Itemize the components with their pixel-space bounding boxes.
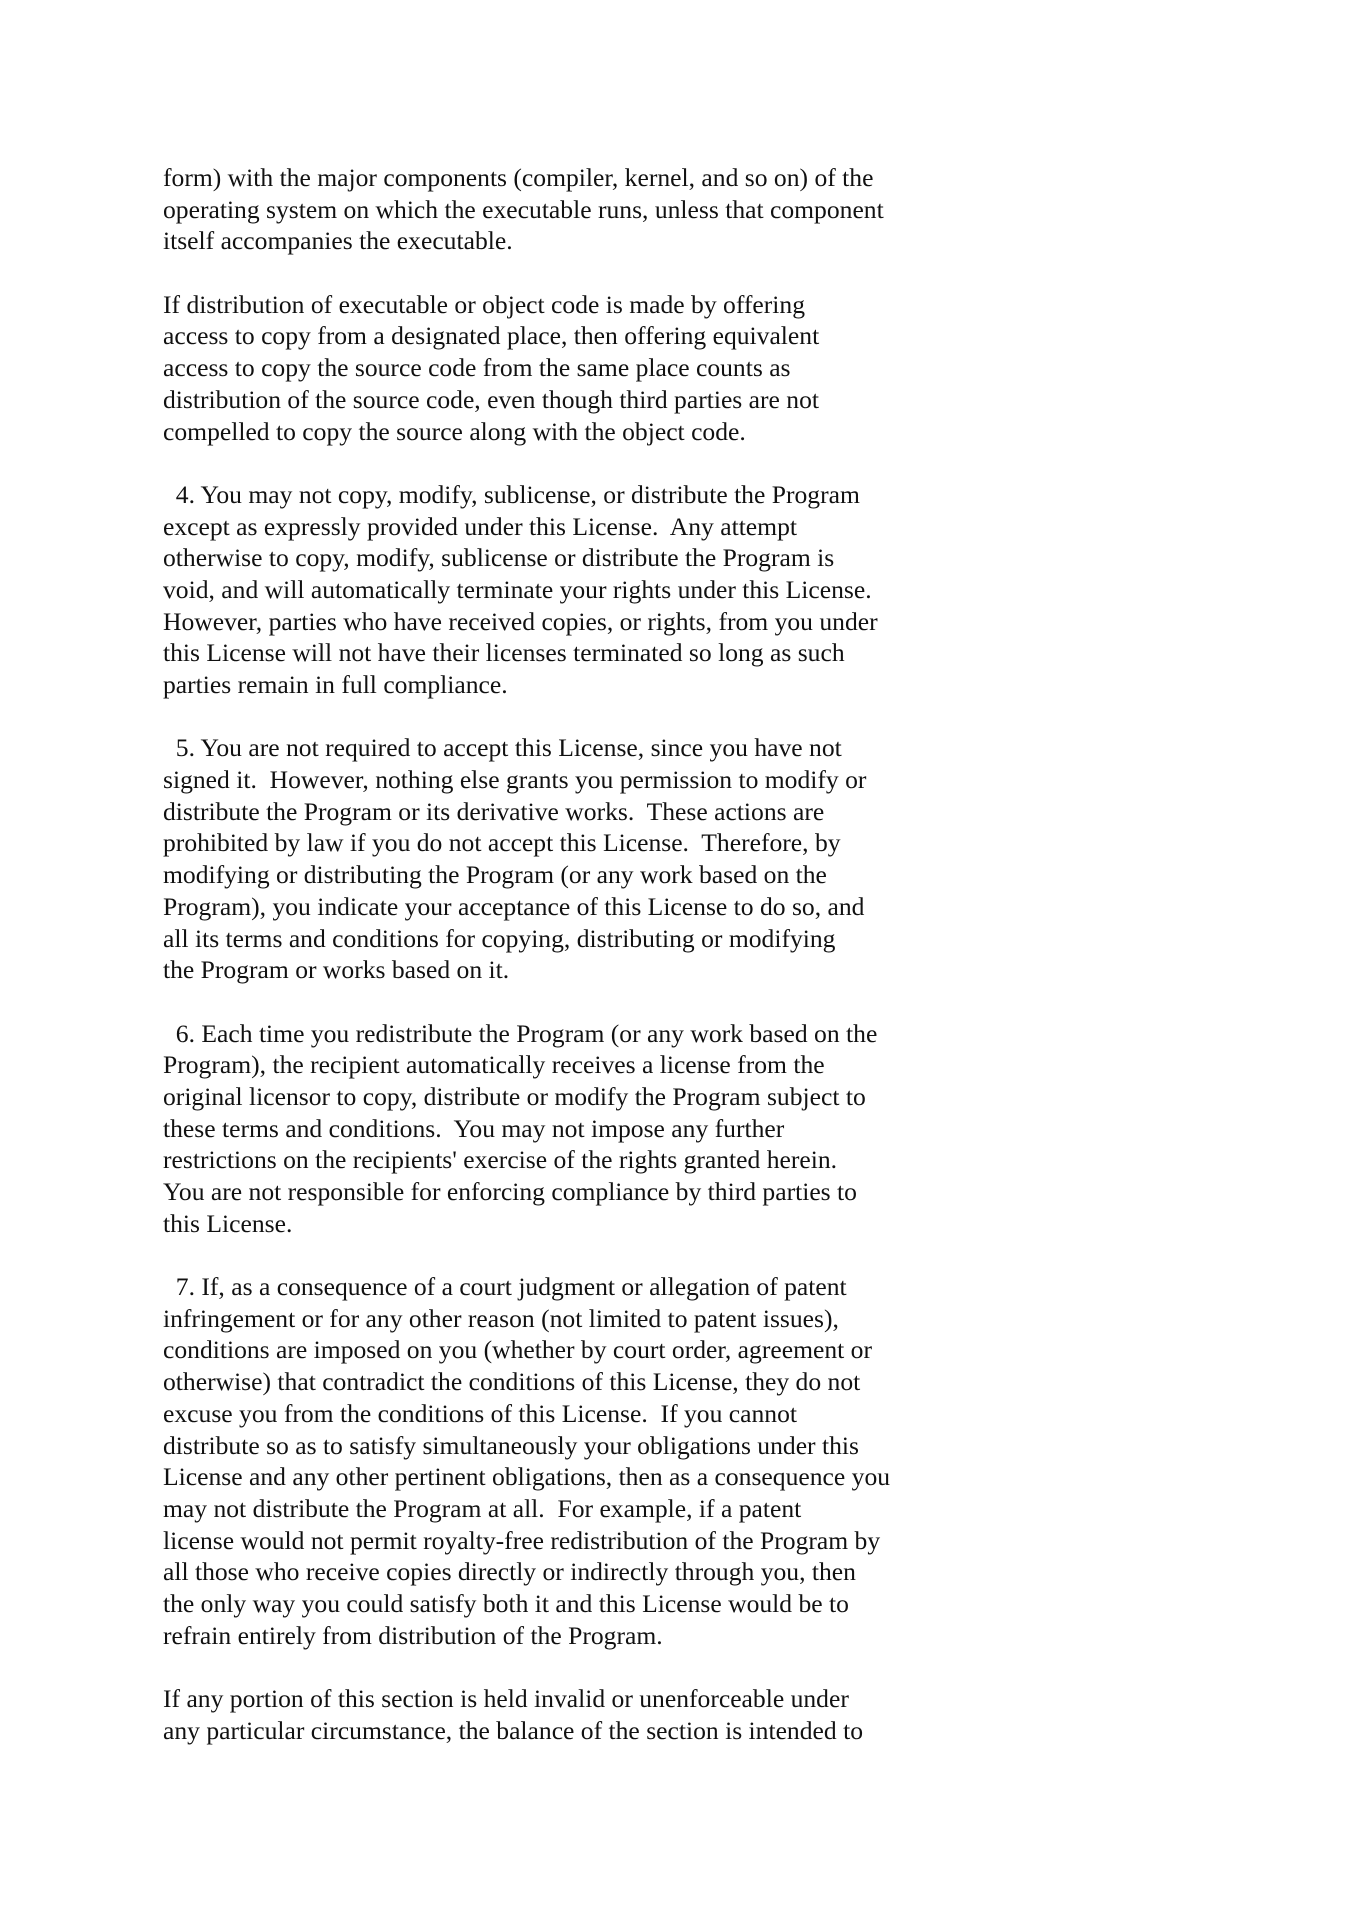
text-line: itself accompanies the executable. (163, 226, 513, 256)
text-line: the Program or works based on it. (163, 955, 510, 985)
text-line: prohibited by law if you do not accept this License. Therefore, by (163, 828, 841, 858)
text-line: excuse you from the conditions of this License. If you cannot (163, 1398, 797, 1428)
text-line: compelled to copy the source along with the object code. (163, 416, 746, 446)
text-line: signed it. However, nothing else grants you permission to modify or (163, 765, 867, 795)
text-line: form) with the major components (compiler, kernel, and so on) of the (163, 163, 874, 192)
text-line: Program), the recipient automatically receives a license from the (163, 1050, 825, 1080)
text-line: You are not responsible for enforcing compliance by third parties to (163, 1177, 857, 1206)
text-line: void, and will automatically terminate your rights under this License. (163, 574, 872, 604)
text-line: However, parties who have received copies, or rights, from you under (163, 606, 878, 636)
text-line: any particular circumstance, the balance of the section is intended to (163, 1715, 863, 1745)
text-line: original licensor to copy, distribute or modify the Program subject to (163, 1081, 866, 1111)
paragraph (163, 479, 1163, 701)
text-line: 4. You may not copy, modify, sublicense, or distribute the Program (163, 479, 860, 509)
text-line: except as expressly provided under this License. Any attempt (163, 511, 797, 541)
text-line: this License will not have their licenses terminated so long as such (163, 638, 845, 668)
text-line: these terms and conditions. You may not impose any further (163, 1113, 785, 1143)
license-text (163, 162, 1163, 1778)
paragraph (163, 162, 1163, 257)
text-line: conditions are imposed on you (whether by court order, agreement or (163, 1335, 872, 1365)
text-line: license would not permit royalty-free redistribution of the Program by (163, 1525, 881, 1555)
text-line: refrain entirely from distribution of the Program. (163, 1620, 663, 1650)
text-line: If distribution of executable or object code is made by offering (163, 289, 806, 319)
text-line: 7. If, as a consequence of a court judgment or allegation of patent (163, 1272, 847, 1302)
text-line: 6. Each time you redistribute the Program (or any work based on the (163, 1018, 878, 1048)
paragraph (163, 289, 1163, 447)
text-line: distribute so as to satisfy simultaneously your obligations under this (163, 1430, 859, 1460)
text-line: operating system on which the executable runs, unless that component (163, 194, 884, 224)
paragraph (163, 1018, 1163, 1240)
text-line: otherwise) that contradict the conditions of this License, they do not (163, 1367, 861, 1397)
text-line: modifying or distributing the Program (or any work based on the (163, 860, 827, 890)
text-line: 5. You are not required to accept this License, since you have not (163, 733, 842, 763)
text-line: all its terms and conditions for copying, distributing or modifying (163, 923, 836, 953)
text-line: otherwise to copy, modify, sublicense or distribute the Program is (163, 543, 835, 573)
text-line: distribution of the source code, even though third parties are not (163, 384, 820, 414)
text-line: Program), you indicate your acceptance of this License to do so, and (163, 891, 865, 921)
text-line: the only way you could satisfy both it and this License would be to (163, 1588, 849, 1618)
text-line: access to copy from a designated place, then offering equivalent (163, 321, 820, 351)
text-line: restrictions on the recipients' exercise of the rights granted herein. (163, 1145, 838, 1175)
text-line: this License. (163, 1208, 293, 1238)
paragraph (163, 1271, 1163, 1651)
text-line: parties remain in full compliance. (163, 670, 508, 699)
text-line: If any portion of this section is held invalid or unenforceable under (163, 1684, 849, 1713)
text-line: License and any other pertinent obligations, then as a consequence you (163, 1462, 891, 1492)
paragraph (163, 1683, 1163, 1746)
paragraph (163, 732, 1163, 986)
text-line: infringement or for any other reason (not limited to patent issues), (163, 1303, 839, 1333)
text-line: distribute the Program or its derivative works. These actions are (163, 796, 825, 826)
text-line: all those who receive copies directly or indirectly through you, then (163, 1557, 856, 1587)
text-line: access to copy the source code from the same place counts as (163, 353, 791, 383)
text-line: may not distribute the Program at all. For example, if a patent (163, 1493, 802, 1523)
